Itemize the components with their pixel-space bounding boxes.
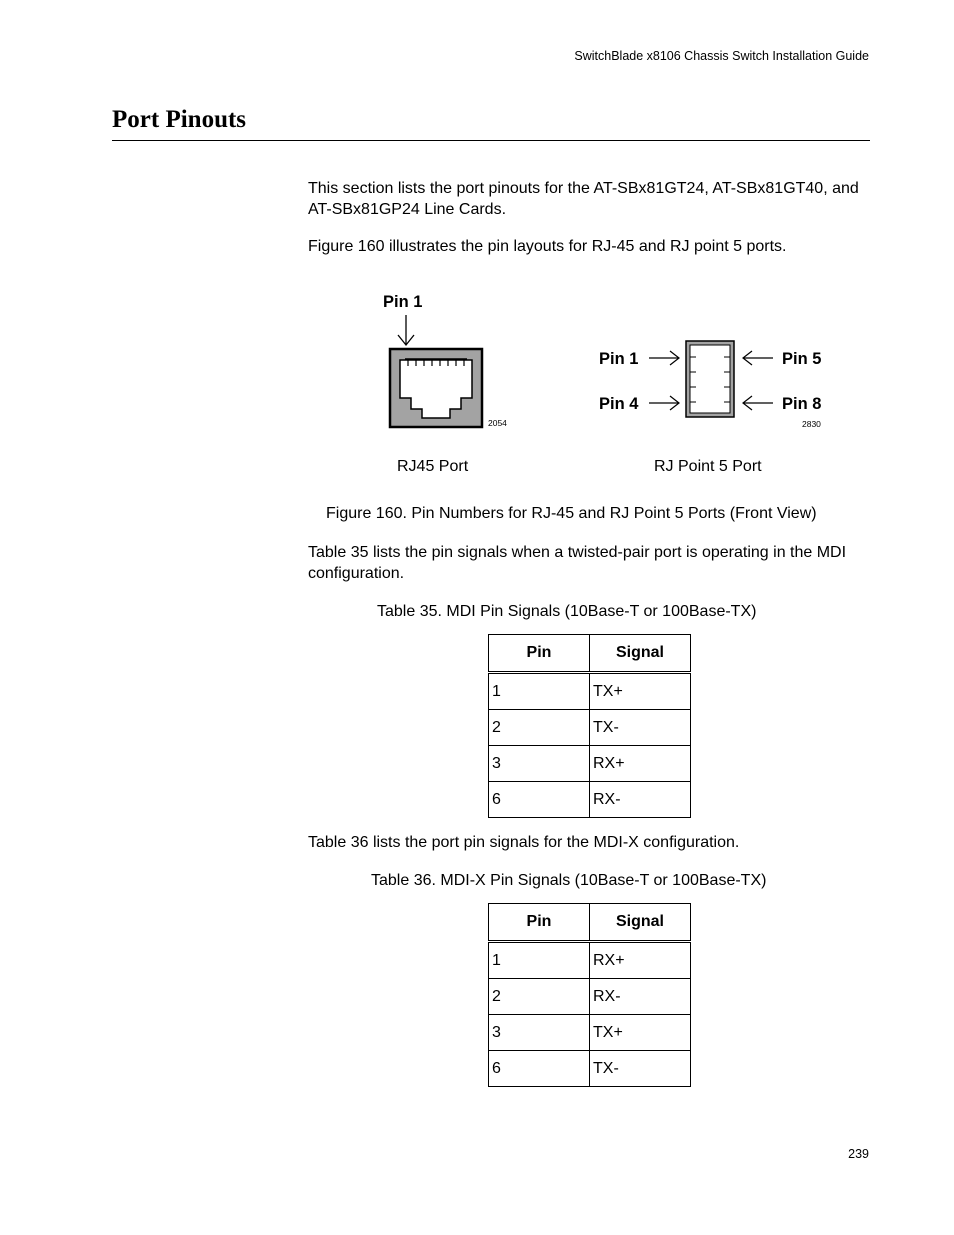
pin-cell: 6 <box>489 1051 590 1087</box>
mdix-intro-paragraph: Table 36 lists the port pin signals for the MDI-X configuration. <box>308 834 740 851</box>
pin-cell: 3 <box>489 746 590 782</box>
mdi-table <box>488 634 691 818</box>
signal-cell: RX+ <box>590 746 691 782</box>
table-header-row <box>489 635 691 673</box>
signal-cell: RX- <box>590 979 691 1015</box>
rj45-pin1-label: Pin 1 <box>383 293 423 311</box>
rjp5-figure-code: 2830 <box>802 419 821 429</box>
mdi-intro-paragraph: Table 35 lists the pin signals when a twisted-pair port is operating in the MDI configuration. <box>308 544 847 582</box>
rjp5-pin5-label: Pin 5 <box>782 350 822 368</box>
rjp5-pin8-label: Pin 8 <box>782 395 822 413</box>
running-header: SwitchBlade x8106 Chassis Switch Installation Guide <box>574 49 869 63</box>
figure-caption: Figure 160. Pin Numbers for RJ-45 and RJ Point 5 Ports (Front View) <box>326 505 817 522</box>
rj45-diagram <box>383 293 507 428</box>
table-row <box>489 1015 691 1051</box>
column-header-signal: Signal <box>590 904 691 942</box>
pin-figure <box>0 0 954 540</box>
rjp5-pin4-label: Pin 4 <box>599 395 639 413</box>
rj-point5-diagram <box>599 341 821 429</box>
mdix-table <box>488 903 691 1087</box>
page-number: 239 <box>848 1147 869 1161</box>
column-header-signal: Signal <box>590 635 691 673</box>
signal-cell: TX+ <box>590 1015 691 1051</box>
mdix-table-title: Table 36. MDI-X Pin Signals (10Base-T or 100Base-TX) <box>371 872 767 889</box>
rjp5-caption: RJ Point 5 Port <box>654 458 762 475</box>
table-header-row <box>489 904 691 942</box>
table-row <box>489 673 691 710</box>
pin-cell: 2 <box>489 979 590 1015</box>
pin-cell: 3 <box>489 1015 590 1051</box>
signal-cell: RX+ <box>590 942 691 979</box>
signal-cell: TX- <box>590 710 691 746</box>
pin-cell: 6 <box>489 782 590 818</box>
section-title: Port Pinouts <box>112 106 247 133</box>
signal-cell: RX- <box>590 782 691 818</box>
rjp5-opening <box>690 345 730 413</box>
table-row <box>489 746 691 782</box>
rj45-caption: RJ45 Port <box>397 458 469 475</box>
column-header-pin: Pin <box>489 904 590 942</box>
pin-cell: 2 <box>489 710 590 746</box>
table-row <box>489 782 691 818</box>
signal-cell: TX+ <box>590 673 691 710</box>
intro-paragraph: This section lists the port pinouts for the AT-SBx81GT24, AT-SBx81GT40, and AT-SBx81GP24 Line Cards. <box>308 180 859 218</box>
rj45-figure-code: 2054 <box>488 418 507 428</box>
rj45-opening <box>400 360 472 418</box>
column-header-pin: Pin <box>489 635 590 673</box>
table-row <box>489 979 691 1015</box>
rjp5-pin1-label: Pin 1 <box>599 350 639 368</box>
table-row <box>489 1051 691 1087</box>
figure-intro-paragraph: Figure 160 illustrates the pin layouts for RJ-45 and RJ point 5 ports. <box>308 238 787 255</box>
table-row <box>489 710 691 746</box>
pin-cell: 1 <box>489 942 590 979</box>
signal-cell: TX- <box>590 1051 691 1087</box>
mdi-table-title: Table 35. MDI Pin Signals (10Base-T or 100Base-TX) <box>377 603 757 620</box>
table-row <box>489 942 691 979</box>
pin-cell: 1 <box>489 673 590 710</box>
